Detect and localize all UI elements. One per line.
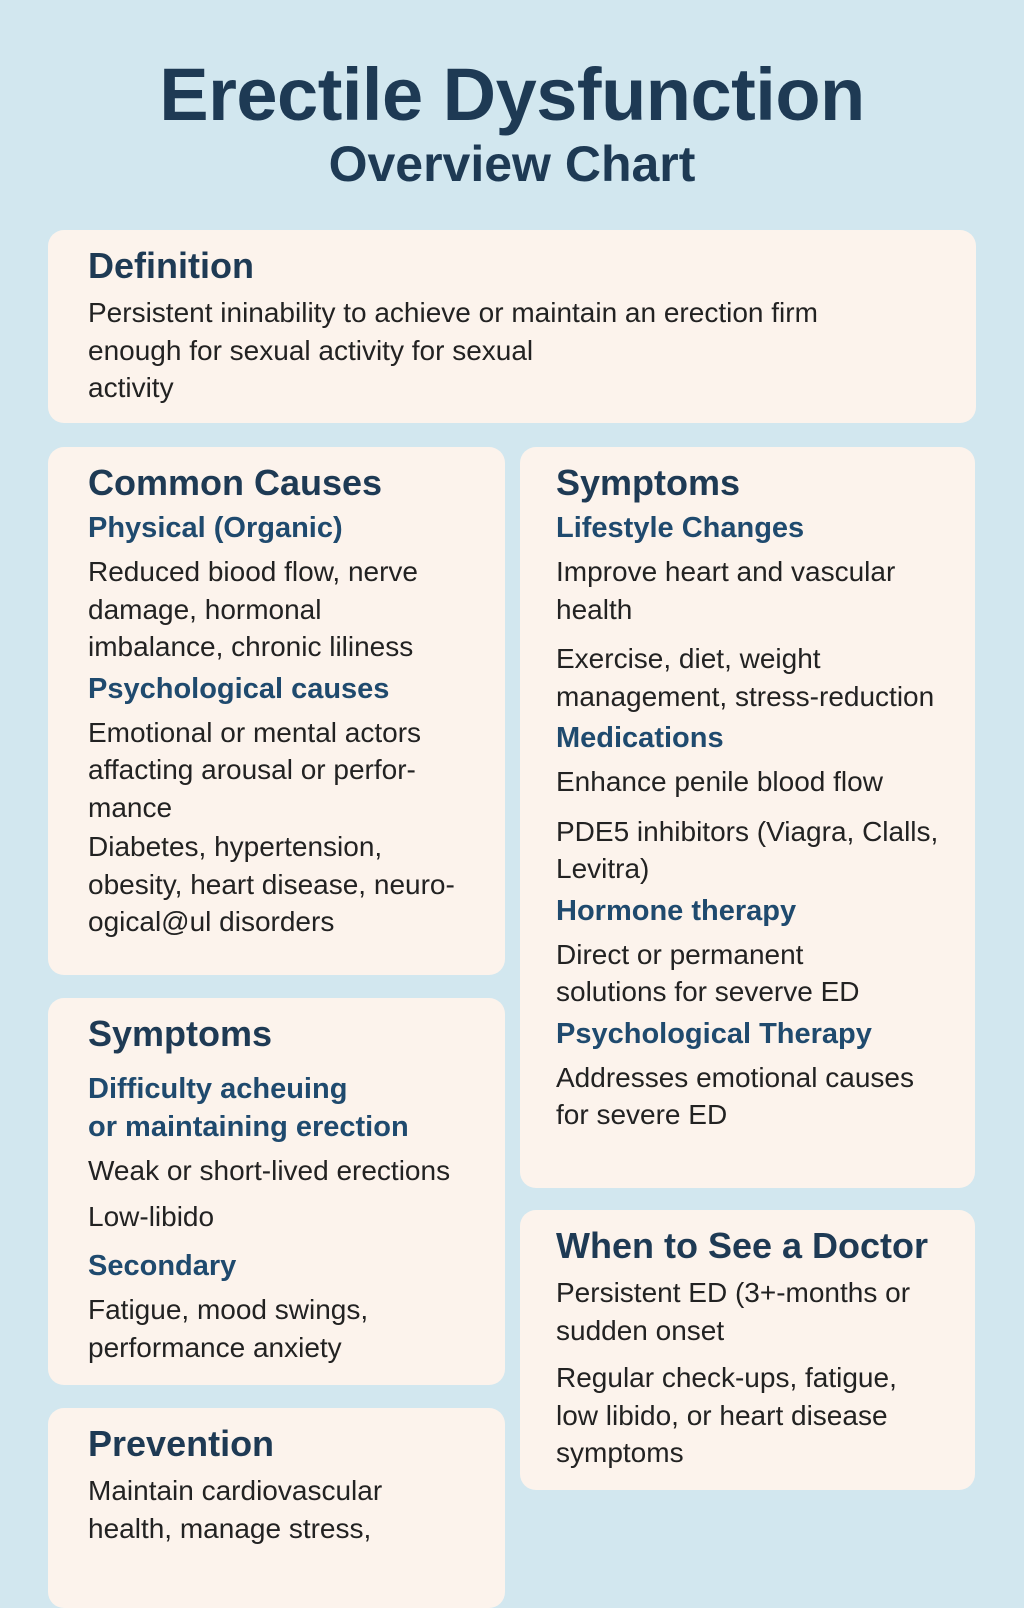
causes-heading: Common Causes (88, 462, 383, 503)
secondary-heading: Secondary (88, 1250, 237, 1282)
definition-heading: Definition (88, 245, 254, 286)
psychological-causes-heading: Psychological causes (88, 672, 390, 705)
symptoms-right-heading: Symptoms (556, 462, 741, 503)
doctor-heading: When to See a Doctor (556, 1225, 929, 1266)
prevention-heading: Prevention (88, 1423, 275, 1464)
common-causes-card (48, 447, 505, 975)
lifestyle-text-2: Exercise, diet, weight management, stress-reduction (556, 643, 935, 712)
primary-symptom-text-1: Weak or short-lived erections (88, 1155, 451, 1186)
primary-symptom-heading: Difficulty acheuing or maintaining erection (88, 1073, 409, 1143)
conditions-text: Diabetes, hypertension, obesity, heart disease, neuro- ogical@ul disorders (88, 831, 455, 937)
doctor-text-2: Regular check-ups, fatigue, low libido, or heart disease symptoms (556, 1362, 897, 1468)
see-doctor-card (520, 1210, 975, 1490)
physical-causes-text: Reduced biood flow, nerve damage, hormonal imbalance, chronic liliness (88, 556, 418, 662)
page-subtitle: Overview Chart (328, 136, 696, 192)
medications-text-1: Enhance penile blood flow (556, 766, 883, 797)
page-title: Erectile Dysfunction (159, 53, 865, 136)
medications-heading: Medications (556, 722, 724, 754)
psychological-therapy-text: Addresses emotional causes for severe ED (556, 1061, 914, 1130)
symptoms-treatment-card (520, 447, 975, 1188)
physical-causes-heading: Physical (Organic) (88, 512, 343, 544)
lifestyle-text-1: Improve heart and vascular health (556, 556, 896, 625)
lifestyle-heading: Lifestyle Changes (556, 512, 805, 544)
hormone-therapy-heading: Hormone therapy (556, 894, 797, 927)
prevention-text: Maintain cardiovascular health, manage stress, (88, 1475, 383, 1544)
definition-card (48, 230, 976, 423)
secondary-text: Fatigue, mood swings, performance anxiety (88, 1294, 369, 1363)
symptoms-left-heading: Symptoms (88, 1013, 273, 1054)
prevention-card (48, 1408, 505, 1608)
definition-text: Persistent ininability to achieve or maintain an erection firm enough for sexual activity for sexual activity (88, 297, 818, 403)
medications-text-2: PDE5 inhibitors (Viagra, Clalls, Levitra) (556, 815, 939, 884)
hormone-therapy-text: Direct or permanent solutions for severve ED (556, 938, 860, 1007)
psychological-therapy-heading: Psychological Therapy (556, 1017, 872, 1050)
doctor-text-1: Persistent ED (3+-months or sudden onset (556, 1277, 911, 1346)
psychological-causes-text: Emotional or mental actors affacting arousal or perfor- mance (88, 716, 422, 823)
symptoms-card (48, 998, 505, 1385)
primary-symptom-text-2: Low-libido (88, 1200, 215, 1232)
